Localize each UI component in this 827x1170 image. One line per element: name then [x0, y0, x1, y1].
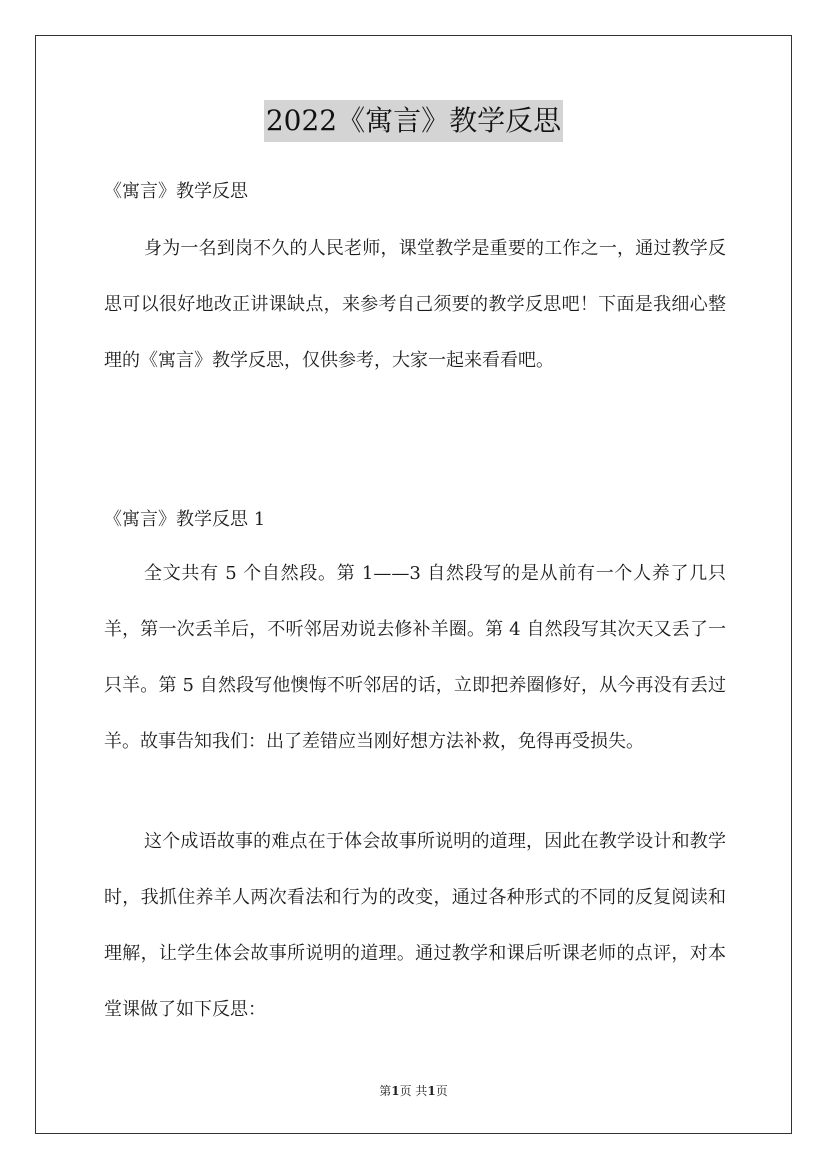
- subheading-reflection-1: 《寓言》教学反思 1: [104, 509, 266, 530]
- intro-paragraph: 身为一名到岗不久的人民老师，课堂教学是重要的工作之一，通过教学反思可以很好地改正讲课缺点，来参考自己须要的教学反思吧！下面是我细心整理的《寓言》教学反思，仅供参考，大家一起来看看吧。: [104, 238, 726, 371]
- footer-suffix: 页: [435, 1084, 448, 1098]
- document-title-wrap: [0, 100, 827, 142]
- body-paragraph-1: 全文共有 5 个自然段。第 1——3 自然段写的是从前有一个人养了几只羊，第一次丢羊后，不听邻居劝说去修补羊圈。第 4 自然段写其次天又丢了一只羊。第 5 自然段写他懊悔不听邻居的话，立即把养圈修好，从今再没有丢过羊。故事告知我们：出了差错应当刚好想方法补救，免得再受损失。: [104, 563, 726, 752]
- subheading-intro: 《寓言》教学反思: [104, 181, 248, 202]
- body-paragraph-2: 这个成语故事的难点在于体会故事所说明的道理，因此在教学设计和教学时，我抓住养羊人两次看法和行为的改变，通过各种形式的不同的反复阅读和理解，让学生体会故事所说明的道理。通过教学和课后听课老师的点评，对本堂课做了如下反思：: [104, 831, 726, 1020]
- document-title: 2022《寓言》教学反思: [264, 100, 563, 142]
- footer-prefix: 第: [379, 1084, 392, 1098]
- footer-page-total: 1: [427, 1084, 436, 1098]
- footer-middle: 页 共: [399, 1084, 428, 1098]
- page-footer: [0, 1082, 827, 1099]
- footer-page-number: 1: [391, 1084, 400, 1098]
